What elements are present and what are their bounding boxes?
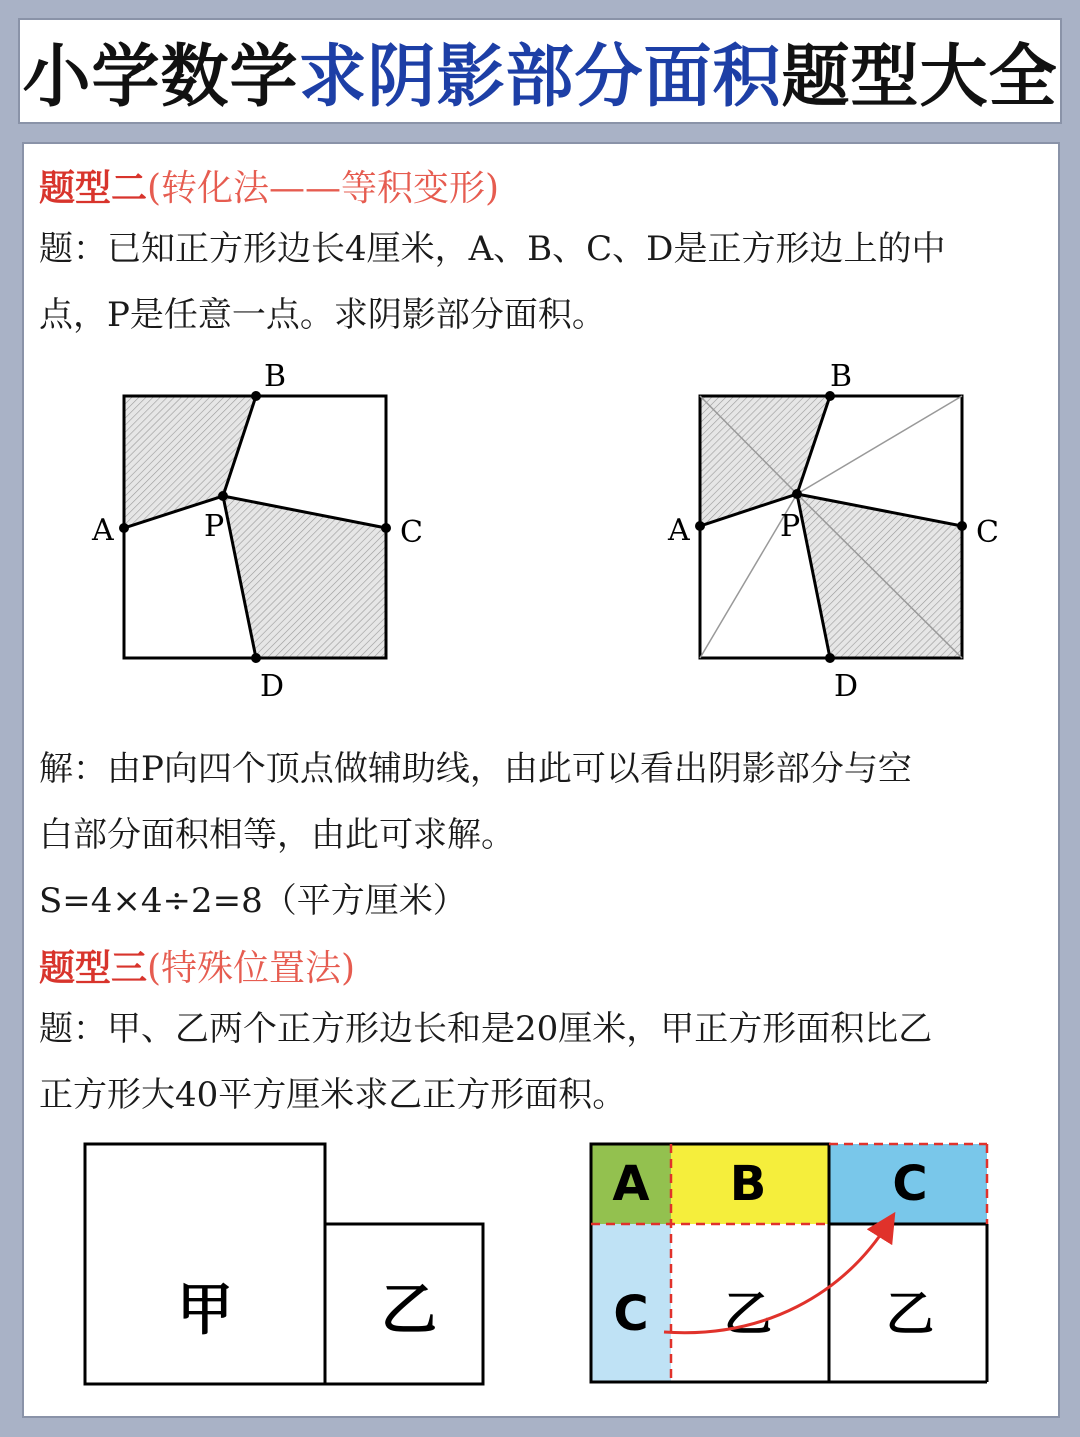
fig2-label-p: P xyxy=(780,509,801,544)
fig1-label-c: C xyxy=(400,515,423,550)
section2-heading-bold: 题型二 xyxy=(39,168,148,209)
section3-question xyxy=(39,996,1049,1128)
section3-heading-paren: (特殊位置法) xyxy=(147,948,356,989)
section2-heading-paren: (转化法——等积变形) xyxy=(147,168,500,209)
fig1-label-b: B xyxy=(264,359,287,394)
figure-square-2 xyxy=(667,359,999,704)
figure-square-1 xyxy=(91,359,423,704)
title-part1: 小学数学 xyxy=(22,37,299,117)
section2-question-line2: 点，P是任意一点。求阴影部分面积。 xyxy=(39,295,606,335)
fig2-label-d: D xyxy=(834,669,859,704)
section3-heading xyxy=(39,940,355,991)
cell-label-yi-right: 乙 xyxy=(885,1286,935,1342)
cell-label-c-left: C xyxy=(613,1286,649,1342)
fig2-label-b: B xyxy=(830,359,853,394)
fig2-label-c: C xyxy=(976,515,999,550)
fig1-label-a: A xyxy=(92,513,114,548)
section3-figures xyxy=(24,1124,1060,1404)
cell-label-yi-middle: 乙 xyxy=(723,1286,773,1342)
section3-question-line1: 题：甲、乙两个正方形边长和是20厘米，甲正方形面积比乙 xyxy=(39,1009,933,1049)
cell-label-a: A xyxy=(612,1156,650,1212)
figure-rearranged xyxy=(591,1144,987,1382)
section3-question-line2: 正方形大40平方厘米求乙正方形面积。 xyxy=(39,1075,627,1115)
section2-formula: S=4×4÷2=8（平方厘米） xyxy=(39,881,467,921)
section3-heading-bold: 题型三 xyxy=(39,948,148,989)
cell-label-b: B xyxy=(729,1156,767,1212)
title-part3: 题型大全 xyxy=(781,37,1058,117)
figure-jia-yi xyxy=(85,1144,483,1384)
label-jia: 甲 xyxy=(177,1278,233,1343)
fig1-label-p: P xyxy=(204,509,225,544)
section2-question-line1: 题：已知正方形边长4厘米，A、B、C、D是正方形边上的中 xyxy=(39,229,946,269)
label-yi: 乙 xyxy=(381,1278,437,1343)
section2-solution-line2: 白部分面积相等，由此可求解。 xyxy=(39,815,515,855)
section2-solution xyxy=(39,736,1049,934)
square-jia xyxy=(85,1144,325,1384)
title-part2: 求阴影部分面积 xyxy=(298,37,782,117)
fig1-label-d: D xyxy=(260,669,285,704)
page-title xyxy=(18,18,1062,124)
section2-solution-line1: 解：由P向四个顶点做辅助线，由此可以看出阴影部分与空 xyxy=(39,749,912,789)
fig2-label-a: A xyxy=(668,513,690,548)
content-panel xyxy=(22,142,1060,1418)
cell-label-c-top: C xyxy=(892,1156,928,1212)
